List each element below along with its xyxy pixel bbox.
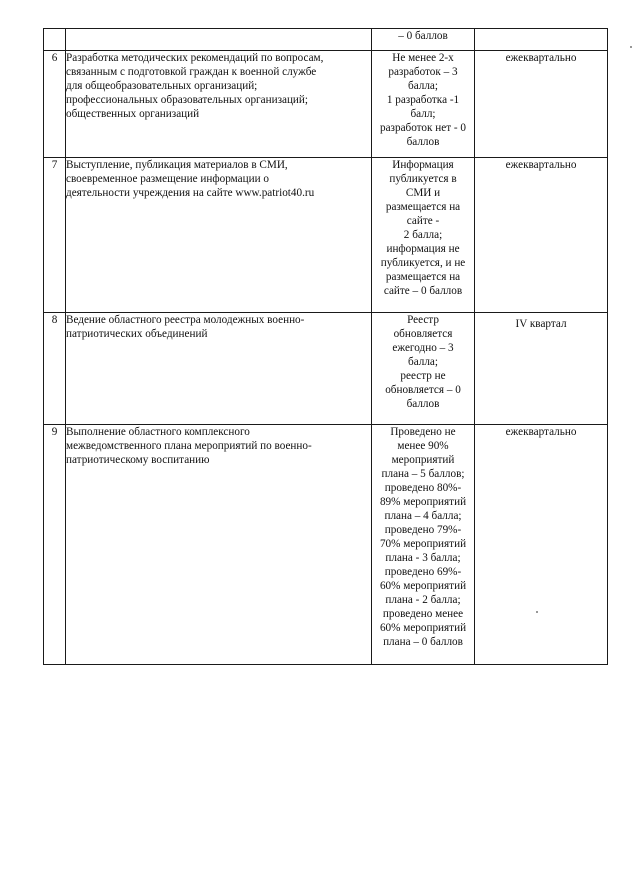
description-line: связанным с подготовкой граждан к военной службе (66, 66, 317, 78)
criteria-line: менее 90% (397, 440, 449, 452)
description-line: Выполнение областного комплексного (66, 426, 250, 438)
criteria-line: мероприятий (391, 454, 455, 466)
description-line: Ведение областного реестра молодежных военно- (66, 314, 305, 326)
criteria-line: Проведено не (390, 426, 456, 438)
criteria-line: разработок – 3 (388, 66, 458, 78)
criteria-line: СМИ и (405, 187, 441, 199)
criteria-line: баллов (406, 136, 440, 148)
criteria-line: сайте - (406, 215, 440, 227)
table-row-carryover (44, 29, 608, 51)
table-row (44, 51, 608, 158)
criteria-line: 1 разработка -1 (386, 94, 460, 106)
table-row (44, 158, 608, 313)
criteria-line: разработок нет - 0 (380, 122, 466, 134)
criteria-line: 2 балла; (403, 229, 443, 241)
criteria-line: Информация (392, 159, 454, 171)
criteria-line: 89% мероприятий (379, 496, 467, 508)
description-cell (66, 29, 372, 51)
criteria-line: балла; (408, 356, 438, 368)
criteria-line: Не менее 2-х (392, 52, 454, 64)
criteria-line: проведено менее (382, 608, 464, 620)
criteria-line: плана – 0 баллов (383, 636, 463, 648)
period-cell (475, 29, 608, 51)
criteria-line: 70% мероприятий (379, 538, 467, 550)
criteria-line: сайте – 0 баллов (383, 285, 463, 297)
table-row (44, 313, 608, 425)
period-cell: IV квартал (475, 313, 608, 425)
criteria-line: публикуется в (389, 173, 457, 185)
criteria-line: Реестр (407, 314, 439, 326)
criteria-line: ежегодно – 3 (392, 342, 454, 354)
criteria-cell (372, 313, 475, 425)
description-line: Разработка методических рекомендаций по вопросам, (66, 52, 324, 64)
description-cell (66, 51, 372, 158)
criteria-cell (372, 158, 475, 313)
period-cell: ежеквартально (475, 158, 608, 313)
criteria-line: баллов (406, 398, 440, 410)
criteria-line: плана - 3 балла; (385, 552, 461, 564)
criteria-line: плана – 5 баллов; (381, 468, 465, 480)
description-line: патриотических объединений (66, 328, 208, 340)
scan-speck (536, 611, 538, 613)
description-cell (66, 158, 372, 313)
criteria-line: плана – 4 балла; (384, 510, 462, 522)
criteria-line: плана - 2 балла; (385, 594, 461, 606)
criteria-line: проведено 69%- (384, 566, 462, 578)
criteria-line: балла; (408, 80, 438, 92)
scan-speck (630, 46, 632, 48)
criteria-line: размещается на (385, 271, 461, 283)
description-line: деятельности учреждения на сайте www.patriot40.ru (66, 187, 315, 199)
number-cell (44, 29, 66, 51)
row-number: 9 (44, 425, 66, 665)
description-line: общественных организаций (66, 108, 200, 120)
criteria-cell (372, 51, 475, 158)
table-row (44, 425, 608, 665)
period-cell: ежеквартально (475, 425, 608, 665)
row-number: 6 (44, 51, 66, 158)
description-line: для общеобразовательных организаций; (66, 80, 258, 92)
criteria-cell (372, 29, 475, 51)
criteria-line: – 0 баллов (398, 30, 448, 42)
row-number: 8 (44, 313, 66, 425)
description-cell (66, 425, 372, 665)
description-line: межведомственного плана мероприятий по военно- (66, 440, 312, 452)
criteria-line: 60% мероприятий (379, 580, 467, 592)
description-line: профессиональных образовательных организаций; (66, 94, 309, 106)
criteria-line: реестр не (400, 370, 446, 382)
description-line: патриотическому воспитанию (66, 454, 210, 466)
criteria-line: 60% мероприятий (379, 622, 467, 634)
description-cell (66, 313, 372, 425)
period-cell: ежеквартально (475, 51, 608, 158)
criteria-line: балл; (410, 108, 436, 120)
criteria-line: обновляется – 0 (385, 384, 461, 396)
description-line: Выступление, публикация материалов в СМИ, (66, 159, 288, 171)
criteria-line: проведено 79%- (384, 524, 462, 536)
criteria-line: обновляется (393, 328, 453, 340)
description-line: своевременное размещение информации о (66, 173, 269, 185)
criteria-line: публикуется, и не (380, 257, 466, 269)
criteria-table (43, 28, 608, 665)
criteria-line: проведено 80%- (384, 482, 462, 494)
row-number: 7 (44, 158, 66, 313)
criteria-line: информация не (386, 243, 460, 255)
criteria-cell (372, 425, 475, 665)
criteria-line: размещается на (385, 201, 461, 213)
